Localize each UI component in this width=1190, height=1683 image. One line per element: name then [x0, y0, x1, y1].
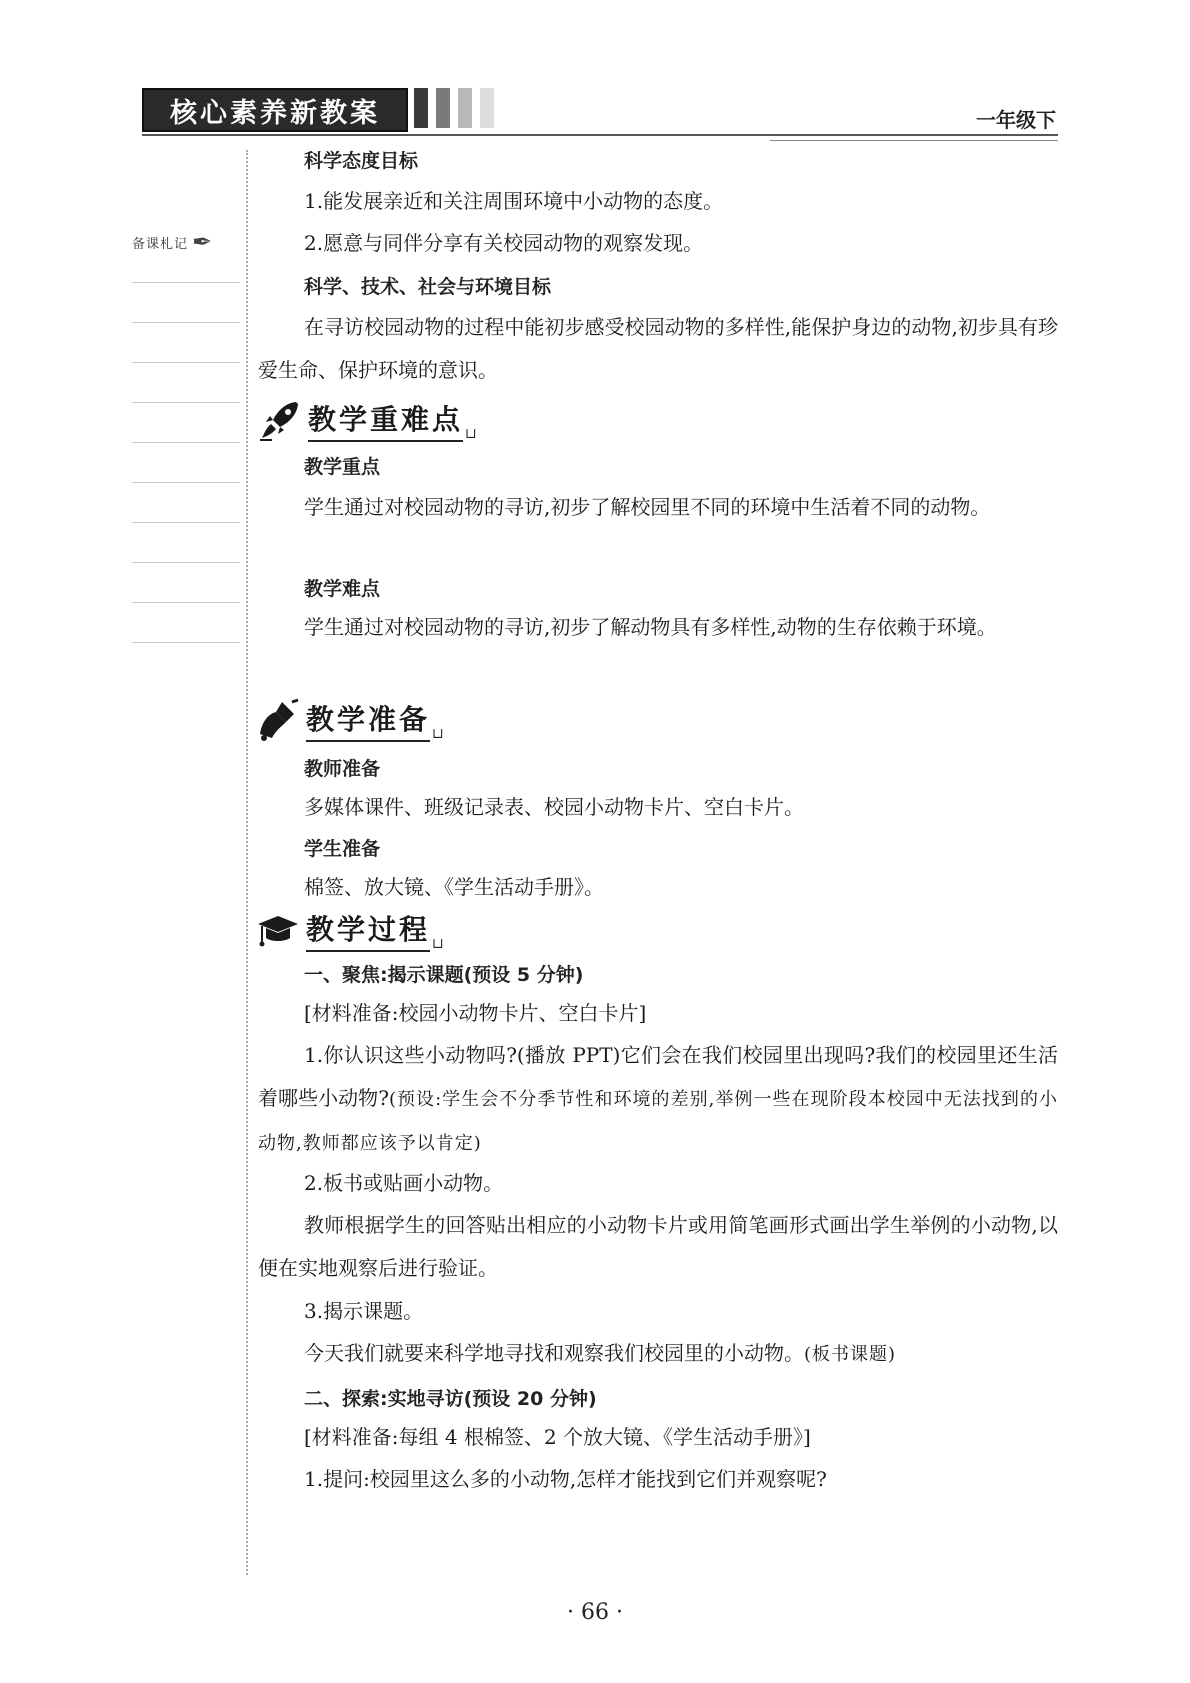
notes-line	[132, 322, 240, 323]
step3-heading: 3.揭示课题。	[304, 1299, 424, 1323]
attitude-item-2: 2.愿意与同伴分享有关校园动物的观察发现。	[304, 231, 704, 255]
focus-heading: 教学重点	[304, 456, 381, 478]
student-prep-text: 棉签、放大镜、《学生活动手册》。	[304, 875, 604, 899]
part1-materials: [材料准备:校园小动物卡片、空白卡片]	[304, 1001, 647, 1025]
step3	[258, 1332, 1058, 1376]
notes-line	[132, 602, 240, 603]
attitude-heading: 科学态度目标	[304, 150, 419, 172]
header-decor-bar	[414, 88, 428, 128]
attitude-item-1: 1.能发展亲近和关注周围环境中小动物的态度。	[304, 189, 724, 213]
difficulty-heading: 教学难点	[304, 578, 381, 600]
header-decor-bar	[458, 88, 472, 128]
quill-pen-icon: ✒	[192, 228, 214, 256]
notes-line	[132, 282, 240, 283]
part1-heading: 一、聚焦:揭示课题(预设 5 分钟)	[304, 964, 584, 986]
notes-line	[132, 362, 240, 363]
notes-line	[132, 562, 240, 563]
lesson-notes-title	[132, 228, 213, 256]
notes-line	[132, 522, 240, 523]
book-series-title: 核心素养新教案	[142, 88, 408, 132]
focus-text: 学生通过对校园动物的寻访,初步了解校园里不同的环境中生活着不同的动物。	[304, 495, 991, 519]
step2-heading: 2.板书或贴画小动物。	[304, 1171, 504, 1195]
step3-text: 今天我们就要来科学地寻找和观察我们校园里的小动物。	[304, 1341, 804, 1365]
step2-text: 教师根据学生的回答贴出相应的小动物卡片或用简笔画形式画出学生举例的小动物,以便在实地观察后进行验证。	[258, 1213, 1058, 1280]
lesson-notes-label: 备课札记	[132, 236, 189, 252]
heading-corner-mark: ⊔	[465, 426, 477, 442]
teacher-prep-heading: 教师准备	[304, 758, 381, 780]
bell-icon	[256, 698, 300, 742]
header-decor-bar	[436, 88, 450, 128]
graduation-cap-icon	[256, 908, 300, 952]
page-number: · 66 ·	[567, 1600, 623, 1625]
part2-heading: 二、探索:实地寻访(预设 20 分钟)	[304, 1388, 597, 1410]
header-rule	[142, 134, 1058, 136]
section-title: 教学重难点	[308, 402, 463, 442]
rocket-icon	[258, 398, 302, 442]
notes-line	[132, 642, 240, 643]
teacher-prep-text: 多媒体课件、班级记录表、校园小动物卡片、空白卡片。	[304, 795, 804, 819]
stse-text: 在寻访校园动物的过程中能初步感受校园动物的多样性,能保护身边的动物,初步具有珍爱生命、保护环境的意识。	[258, 315, 1058, 382]
notes-line	[132, 402, 240, 403]
section-preparation	[256, 698, 444, 742]
stse-heading: 科学、技术、社会与环境目标	[304, 276, 552, 298]
grade-label: 一年级下	[976, 108, 1056, 132]
step1-note: (预设:学生会不分季节性和环境的差别,举例一些在现阶段本校园中无法找到的小动物,教师都应该予以肯定)	[258, 1089, 1058, 1154]
step1-text: 1.你认识这些小动物吗?(播放 PPT)它们会在我们校园里出现吗?我们的校园里还生活着哪些小动物?	[258, 1043, 1058, 1110]
section-title: 教学准备	[306, 702, 430, 742]
sidebar-divider	[246, 150, 248, 1575]
section-title: 教学过程	[306, 912, 430, 952]
notes-line	[132, 442, 240, 443]
heading-corner-mark: ⊔	[432, 936, 444, 952]
step1	[258, 1034, 1058, 1165]
part2-materials: [材料准备:每组 4 根棉签、2 个放大镜、《学生活动手册》]	[304, 1425, 811, 1449]
part2-step1: 1.提问:校园里这么多的小动物,怎样才能找到它们并观察呢?	[304, 1467, 827, 1491]
header-rule-secondary	[770, 140, 1058, 141]
section-key-points	[258, 398, 477, 442]
difficulty-text: 学生通过对校园动物的寻访,初步了解动物具有多样性,动物的生存依赖于环境。	[304, 615, 997, 639]
section-process	[256, 908, 444, 952]
step3-note: (板书课题)	[804, 1344, 897, 1365]
heading-corner-mark: ⊔	[432, 726, 444, 742]
header-decor-bar	[480, 88, 494, 128]
student-prep-heading: 学生准备	[304, 838, 381, 860]
notes-line	[132, 482, 240, 483]
